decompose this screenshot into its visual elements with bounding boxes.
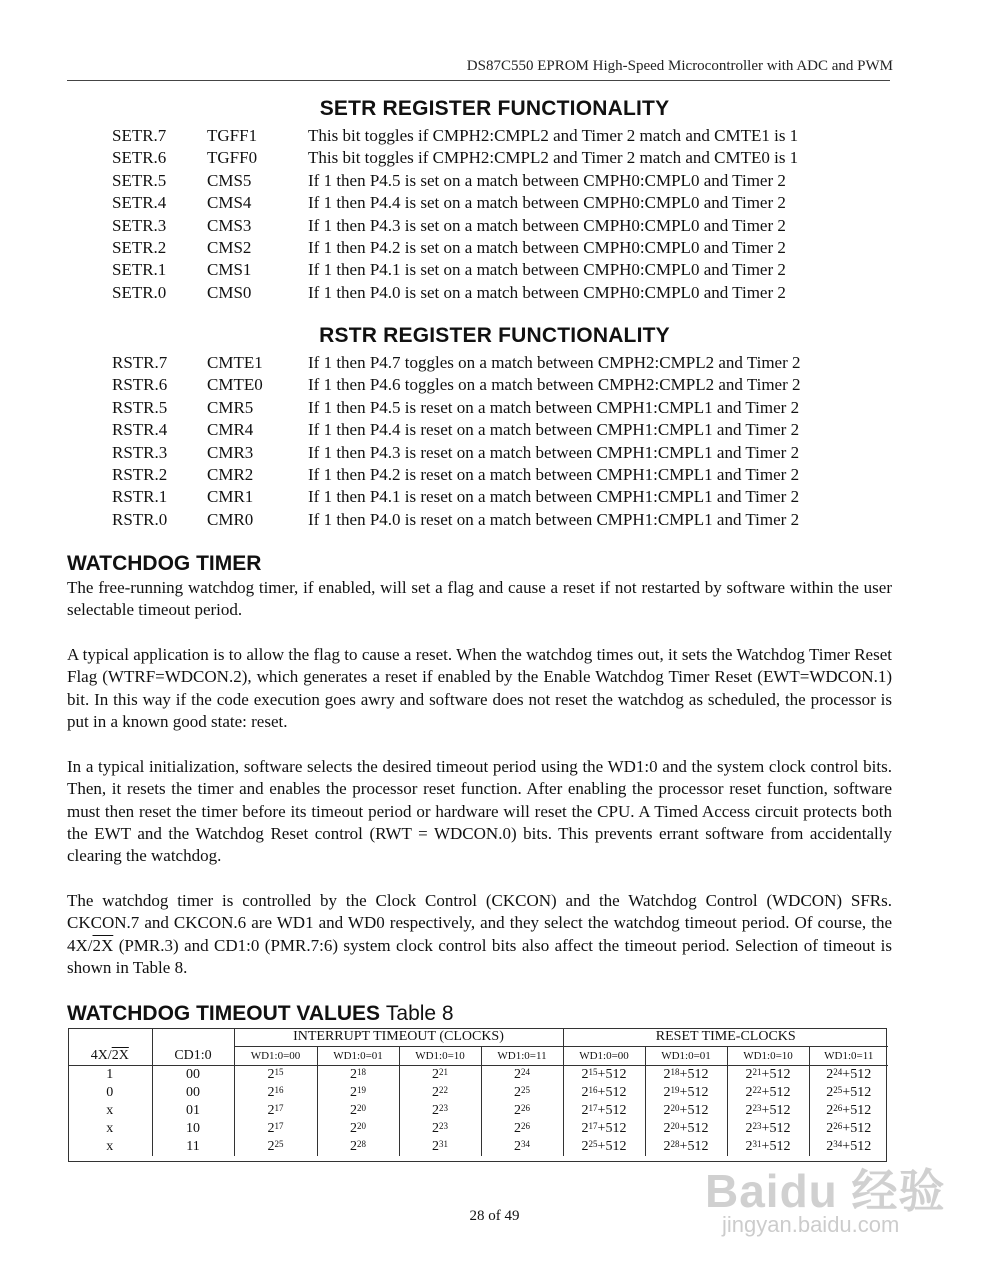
exponent: 23 [439,1103,448,1113]
watchdog-paragraph-2: A typical application is to allow the flag to cause a reset. When the watchdog times out, it sets the Watchdog Timer Reset Flag (WTRF=WDCON.2), which generates a reset if enabled by the Enable Watchdog Timer Reset (EWT=WDCON.1) bit. In this way if the code execution goes awry and software does not reset the watchdog as scheduled, the processor is put in a known good state: reset. [67,645,892,731]
exponent: 21 [439,1067,448,1077]
cell-interrupt-timeout: $2^{23}$ [399,1102,481,1120]
register-bit-name: CMR5 [207,397,254,417]
reset-time-header: RESET TIME-CLOCKS [563,1028,888,1047]
p4-text-after: (PMR.3) and CD1:0 (PMR.7:6) system clock control bits also affect the timeout period. Selection of timeout is shown in Table 8. [67,935,892,977]
register-bit-name: CMR4 [207,420,254,440]
exponent: 28 [357,1139,366,1149]
watchdog-heading: WATCHDOG TIMER [67,552,262,575]
cell-reset-time: $2^{17}+512$ [563,1120,645,1138]
table-row [68,1120,888,1138]
register-bit: RSTR.2 [112,465,168,484]
register-bit: SETR.6 [112,148,167,168]
register-bit-name: CMTE1 [207,353,263,372]
exponent: 25 [274,1139,284,1149]
setr-section-title: SETR REGISTER FUNCTIONALITY [319,97,670,120]
register-bit-description: This bit toggles if CMPH2:CMPL2 and Timer 2 match and CMTE0 is 1 [308,148,799,168]
register-bit-name: CMS2 [207,238,252,257]
cell-4x-2x: 1 [106,1067,114,1082]
reset-offset: +512 [842,1139,872,1154]
cell-interrupt-timeout: $2^{19}$ [317,1084,399,1102]
exponent: 25 [833,1085,843,1095]
cell-reset-time: $2^{20}+512$ [645,1102,727,1120]
table8-heading [67,1002,454,1026]
register-bit: RSTR.3 [112,442,168,462]
exponent: 26 [833,1103,843,1113]
register-bit-description: If 1 then P4.1 is reset on a match between CMPH1:CMPL1 and Timer 2 [308,487,800,507]
exponent: 24 [833,1067,843,1077]
wd-select-header: WD1:0=10 [399,1047,481,1066]
register-bit-description: If 1 then P4.1 is set on a match between CMPH0:CMPL0 and Timer 2 [308,260,786,280]
cell-reset-time: $2^{19}+512$ [645,1084,727,1102]
cell-reset-time: $2^{18}+512$ [645,1066,727,1085]
cell-reset-time: $2^{25}+512$ [809,1084,888,1102]
register-bit-name: CMR3 [207,442,254,462]
page-number: 28 of 49 [469,1208,520,1224]
register-bit-name: CMR1 [207,487,254,507]
reset-offset: +512 [761,1067,791,1082]
register-bit-description: If 1 then P4.4 is reset on a match between CMPH1:CMPL1 and Timer 2 [308,420,800,440]
watchdog-paragraph-4 [67,890,892,979]
register-bit-description: If 1 then P4.5 is reset on a match between CMPH1:CMPL1 and Timer 2 [308,397,800,417]
register-bit-description: If 1 then P4.2 is set on a match between CMPH0:CMPL0 and Timer 2 [308,238,786,257]
register-bit: SETR.4 [112,193,167,213]
exponent: 23 [752,1103,762,1113]
reset-offset: +512 [679,1067,709,1082]
reset-offset: +512 [679,1139,709,1154]
p4-overline-2x: 2X [92,935,114,955]
cell-interrupt-timeout: $2^{28}$ [317,1138,399,1156]
empty-header-cell [68,1028,152,1047]
register-bit-name: TGFF0 [207,148,258,168]
exponent: 15 [588,1067,598,1077]
register-bit: SETR.5 [112,170,167,190]
exponent: 17 [588,1121,598,1131]
exponent: 25 [588,1139,598,1149]
register-bit: RSTR.7 [112,353,168,372]
table-row [68,1102,888,1120]
exponent: 17 [274,1103,284,1113]
exponent: 26 [833,1121,843,1131]
cell-cd: 00 [152,1084,234,1102]
exponent: 22 [752,1085,762,1095]
wd-select-header: WD1:0=10 [727,1047,809,1066]
cell-reset-time: $2^{26}+512$ [809,1102,888,1120]
cell-reset-time: $2^{25}+512$ [563,1138,645,1156]
cell-reset-time: $2^{15}+512$ [563,1066,645,1085]
wd-select-header: WD1:0=00 [563,1047,645,1066]
document-title: DS87C550 EPROM High-Speed Microcontroller with ADC and PWM [466,58,893,74]
cell-interrupt-timeout: $2^{26}$ [481,1120,563,1138]
register-bit: SETR.2 [112,238,167,257]
cell-interrupt-timeout: $2^{25}$ [481,1084,563,1102]
reset-offset: +512 [597,1085,627,1100]
cell-interrupt-timeout: $2^{26}$ [481,1102,563,1120]
cell-interrupt-timeout: $2^{25}$ [234,1138,317,1156]
reset-offset: +512 [761,1103,791,1118]
cell-reset-time: $2^{34}+512$ [809,1138,888,1156]
cell-4x-2x: 0 [106,1085,114,1100]
exponent: 17 [588,1103,598,1113]
exponent: 18 [670,1067,680,1077]
table8-heading-label: Table 8 [385,1002,454,1025]
exponent: 25 [521,1085,530,1095]
baidu-watermark-url: jingyan.baidu.com [722,1212,900,1237]
register-bit-name: CMR0 [207,509,254,529]
register-bit: SETR.7 [112,126,167,145]
cell-interrupt-timeout: $2^{15}$ [234,1066,317,1085]
exponent: 23 [752,1121,762,1131]
cell-interrupt-timeout: $2^{24}$ [481,1066,563,1085]
cell-interrupt-timeout: $2^{21}$ [399,1066,481,1085]
p4-text-before: The watchdog timer is controlled by the Clock Control (CKCON) and the Watchdog Control (WDCON) SFRs. CKCON.7 and CKCON.6 are WD1 and WD0 respectively, and they select the watchdog timeout period. Of course, the 4X/ [67,891,892,955]
register-bit: RSTR.0 [112,509,168,529]
cell-4x-2x: x [106,1103,114,1118]
cell-cd: 00 [152,1066,234,1085]
table-row [68,1084,888,1102]
exponent: 18 [357,1067,366,1077]
reset-offset: +512 [761,1085,791,1100]
watchdog-paragraph-3: In a typical initialization, software selects the desired timeout period using the WD1:0 and the system clock control bits. Then, it resets the timer and enables the processor reset function. After enabling the processor reset function, software must then reset the timer before its timeout period or hardware will reset the CPU. A Timed Access circuit protects both the EWT and the Watchdog Reset control (RWT = WDCON.0) bits. This prevents errant software from accidentally clearing the watchdog. [67,757,892,866]
register-bit-description: If 1 then P4.2 is reset on a match between CMPH1:CMPL1 and Timer 2 [308,465,800,484]
cell-reset-time: $2^{22}+512$ [727,1084,809,1102]
register-bit: RSTR.4 [112,420,168,440]
register-bit-description: If 1 then P4.4 is set on a match between CMPH0:CMPL0 and Timer 2 [308,193,786,213]
reset-offset: +512 [597,1067,627,1082]
cell-reset-time: $2^{23}+512$ [727,1120,809,1138]
register-bit-name: TGFF1 [207,126,258,145]
cell-reset-time: $2^{28}+512$ [645,1138,727,1156]
register-bit-description: If 1 then P4.6 toggles on a match between CMPH2:CMPL2 and Timer 2 [308,375,801,395]
cell-reset-time: $2^{24}+512$ [809,1066,888,1085]
cell-interrupt-timeout: $2^{23}$ [399,1120,481,1138]
reset-offset: +512 [597,1103,627,1118]
col-cd-header: CD1:0 [152,1047,234,1066]
exponent: 20 [670,1121,680,1131]
exponent: 20 [357,1103,366,1113]
wd-select-header: WD1:0=11 [809,1047,888,1066]
register-bit: RSTR.5 [112,397,168,417]
cell-interrupt-timeout: $2^{34}$ [481,1138,563,1156]
cell-4x-2x: x [106,1121,114,1136]
watchdog-paragraph-1: The free-running watchdog timer, if enabled, will set a flag and cause a reset if not restarted by software within the user selectable timeout period. [67,578,892,620]
reset-offset: +512 [761,1121,791,1136]
register-bit-description: If 1 then P4.0 is set on a match between CMPH0:CMPL0 and Timer 2 [308,282,786,302]
reset-offset: +512 [842,1121,872,1136]
wd-select-header: WD1:0=11 [481,1047,563,1066]
register-bit-name: CMS4 [207,193,252,213]
exponent: 15 [274,1067,284,1077]
register-bit-description: If 1 then P4.3 is set on a match between CMPH0:CMPL0 and Timer 2 [308,215,786,235]
exponent: 31 [439,1139,448,1149]
exponent: 19 [357,1085,366,1095]
header-divider [67,80,890,81]
col-4x-2x-header: 4X/2X [68,1047,152,1066]
wd-select-header: WD1:0=00 [234,1047,317,1066]
cell-interrupt-timeout: $2^{18}$ [317,1066,399,1085]
register-bit: SETR.3 [112,215,167,235]
reset-offset: +512 [597,1121,627,1136]
cell-reset-time: $2^{23}+512$ [727,1102,809,1120]
exponent: 26 [521,1103,530,1113]
exponent: 22 [439,1085,448,1095]
register-bit-name: CMS5 [207,170,252,190]
cell-cd: 10 [152,1120,234,1138]
reset-offset: +512 [761,1139,791,1154]
register-bit-name: CMTE0 [207,375,263,395]
cell-cd: 01 [152,1102,234,1120]
cell-interrupt-timeout: $2^{17}$ [234,1102,317,1120]
register-bit-name: CMS3 [207,215,252,235]
cell-reset-time: $2^{21}+512$ [727,1066,809,1085]
register-bit-name: CMS1 [207,260,252,280]
cell-interrupt-timeout: $2^{16}$ [234,1084,317,1102]
table8-heading-bold: WATCHDOG TIMEOUT VALUES [67,1002,381,1025]
reset-offset: +512 [597,1139,627,1154]
register-bit-description: If 1 then P4.5 is set on a match between CMPH0:CMPL0 and Timer 2 [308,170,786,190]
exponent: 16 [588,1085,598,1095]
cell-reset-time: $2^{17}+512$ [563,1102,645,1120]
baidu-watermark-logo: Baidu 经验 [705,1165,946,1217]
register-bit-description: If 1 then P4.3 is reset on a match between CMPH1:CMPL1 and Timer 2 [308,442,800,462]
register-bit: RSTR.6 [112,375,168,395]
register-bit-description: This bit toggles if CMPH2:CMPL2 and Timer 2 match and CMTE1 is 1 [308,126,799,145]
cell-cd: 11 [152,1138,234,1156]
cell-interrupt-timeout: $2^{20}$ [317,1102,399,1120]
watchdog-timeout-table [68,1028,888,1156]
exponent: 26 [521,1121,530,1131]
exponent: 23 [439,1121,448,1131]
exponent: 16 [274,1085,284,1095]
cell-reset-time: $2^{16}+512$ [563,1084,645,1102]
exponent: 21 [752,1067,762,1077]
exponent: 28 [670,1139,680,1149]
reset-offset: +512 [842,1085,872,1100]
table-row [68,1066,888,1085]
register-bit-description: If 1 then P4.7 toggles on a match between CMPH2:CMPL2 and Timer 2 [308,353,801,372]
register-bit-description: If 1 then P4.0 is reset on a match between CMPH1:CMPL1 and Timer 2 [308,509,800,529]
reset-offset: +512 [679,1121,709,1136]
register-bit: SETR.0 [112,282,167,302]
exponent: 20 [670,1103,680,1113]
empty-header-cell [152,1028,234,1047]
exponent: 31 [752,1139,762,1149]
reset-offset: +512 [679,1103,709,1118]
exponent: 17 [274,1121,284,1131]
reset-offset: +512 [842,1103,872,1118]
cell-interrupt-timeout: $2^{22}$ [399,1084,481,1102]
rstr-section-title: RSTR REGISTER FUNCTIONALITY [319,324,670,347]
interrupt-timeout-header: INTERRUPT TIMEOUT (CLOCKS) [234,1028,563,1047]
wd-select-header: WD1:0=01 [317,1047,399,1066]
register-bit: RSTR.1 [112,487,168,507]
cell-reset-time: $2^{20}+512$ [645,1120,727,1138]
exponent: 20 [357,1121,366,1131]
register-bit: SETR.1 [112,260,167,280]
cell-interrupt-timeout: $2^{17}$ [234,1120,317,1138]
exponent: 34 [521,1139,530,1149]
cell-interrupt-timeout: $2^{20}$ [317,1120,399,1138]
cell-reset-time: $2^{31}+512$ [727,1138,809,1156]
reset-offset: +512 [842,1067,872,1082]
exponent: 19 [670,1085,680,1095]
register-bit-name: CMR2 [207,465,254,484]
register-bit-name: CMS0 [207,282,252,302]
cell-interrupt-timeout: $2^{31}$ [399,1138,481,1156]
exponent: 24 [521,1067,530,1077]
cell-4x-2x: x [106,1139,114,1154]
cell-reset-time: $2^{26}+512$ [809,1120,888,1138]
exponent: 34 [833,1139,843,1149]
reset-offset: +512 [679,1085,709,1100]
wd-select-header: WD1:0=01 [645,1047,727,1066]
table-row [68,1138,888,1156]
